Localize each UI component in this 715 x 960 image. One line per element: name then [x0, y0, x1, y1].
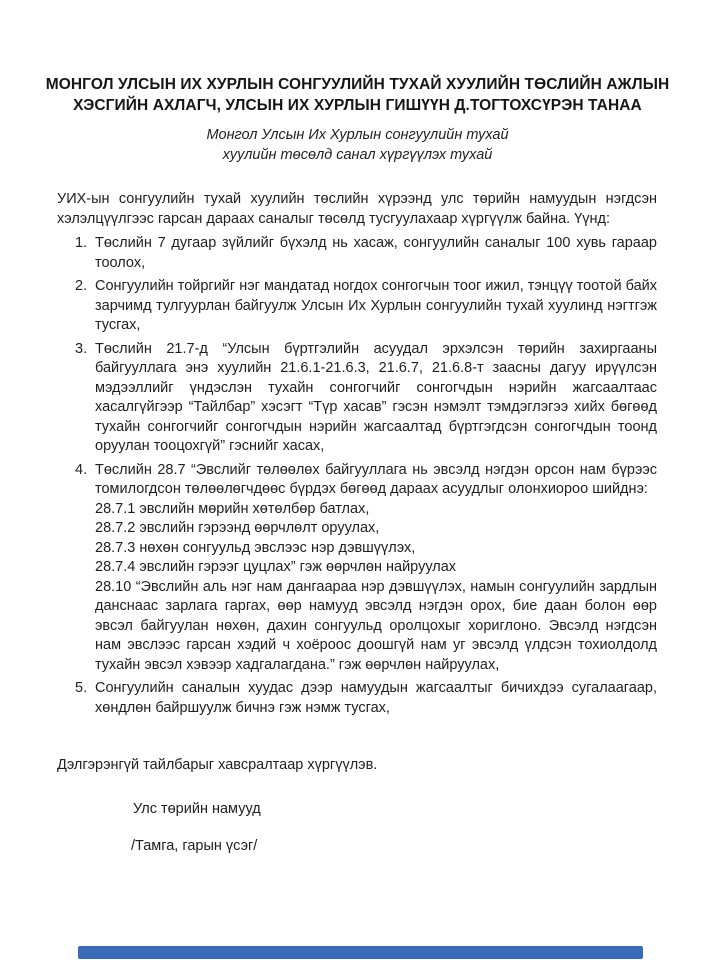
subclause-28-10: 28.10 “Эвслийн аль нэг нам дангаараа нэр дэвшүүлэх, намын сонгуулийн зардлын данснаас зарлага гаргах, өөр намууд эвсэлд нэгдэн орох, бие даан болон өөр эвсэл байгуулан нөхөн, дахин сонгуульд оролцохыг хориглоно. Эвсэлд нэгдсэн нам эвслээс гарсан хэдий ч хоёроос доошгүй нам уг эвсэлд үлдсэн тохиолдолд тухайн эвсэл хэвээр хадгалагдана.” гэж өөрчлөн найруулах, — [95, 578, 657, 673]
closing-line: Дэлгэрэнгүй тайлбарыг хавсралтаар хүргүүлэв. — [57, 757, 378, 773]
document-subject — [0, 125, 715, 165]
subject-line-1: Монгол Улсын Их Хурлын сонгуулийн тухай — [206, 127, 509, 143]
subclause-28-7-1: 28.7.1 эвслийн мөрийн хөтөлбөр батлах, — [95, 500, 370, 517]
item-text: Төслийн 21.7-д “Улсын бүртгэлийн асуудал эрхэлсэн төрийн захиргааны байгууллага энэ хуулийн 21.6.1-21.6.3, 21.6.7, 21.6.8-т заасны дагуу ирүүлсэн мэдээллийг үндэслэн тухайн сонгогчийг сонгогчдын нэрийн жагсаалтаас хасалгүйгээр “Тайлбар” хэсэгт “Түр хасав” гэсэн нэмэлт тэмдэглэгээ хийх бөгөөд тухайн сонгогчийг сонгогчдын нэрийн жагсаалтад бүртгэгдсэн сонгогчдын тоонд оруулан тооцохгүй” гэснийг хасах, — [95, 340, 657, 454]
item-text: Төслийн 28.7 “Эвслийг төлөөлөх байгууллага нь эвсэлд нэгдэн орсон нам бүрээс томилогдсон төлөөлөгчдөөс бүрдэх бөгөөд дараах асуудлыг олонхиороо шийднэ: — [95, 461, 657, 497]
item-text: Сонгуулийн саналын хуудас дээр намуудын жагсаалтыг бичихдээ сугалаагаар, хөндлөн байршуулж бичнэ гэж нэмж тусгах, — [95, 680, 657, 716]
subclause-28-7-2: 28.7.2 эвслийн гэрээнд өөрчлөлт оруулах, — [95, 520, 380, 536]
item-number: 1. — [75, 235, 88, 251]
item-number: 5. — [75, 680, 88, 696]
signature-organization: Улс төрийн намууд — [133, 800, 261, 817]
intro-paragraph: УИХ-ын сонгуулийн тухай хуулийн төслийн хүрээнд улс төрийн намуудын нэгдсэн хэлэлцүүлгээс гарсан дараах саналыг төсөлд тусгуулахаар хүргүүлж байна. Үүнд: — [57, 191, 657, 227]
list-item-2 — [57, 277, 657, 336]
list-item-4 — [57, 461, 657, 676]
proposal-list — [57, 234, 657, 718]
document-body — [57, 190, 657, 857]
signature-seal-note: /Тамга, гарын үсэг/ — [131, 838, 258, 854]
subclause-28-7-3: 28.7.3 нөхөн сонгуульд эвслээс нэр дэвшүүлэх, — [95, 539, 416, 556]
item-text-group — [95, 461, 657, 676]
list-item-5 — [57, 679, 657, 718]
footer-bar — [78, 946, 643, 959]
item-text: Сонгуулийн тойргийг нэг мандатад ногдох сонгогчын тоог ижил, тэнцүү тоотой байх зарчимд тулгуурлан байгуулж Улсын Их Хурлын сонгуулийн тухай хуулинд нэгтгэж тусгах, — [95, 278, 657, 333]
subject-line-2: хуулийн төсөлд санал хүргүүлэх тухай — [222, 147, 493, 163]
list-item-3 — [57, 340, 657, 457]
item-number: 3. — [75, 340, 88, 357]
item-number: 2. — [75, 278, 88, 294]
item-number: 4. — [75, 461, 88, 478]
list-item-1 — [57, 234, 657, 273]
item-text: Төслийн 7 дугаар зүйлийг бүхэлд нь хасаж, сонгуулийн саналыг 100 хувь гараар тоолох, — [95, 235, 657, 271]
subclause-28-7-4: 28.7.4 эвслийн гэрээг цуцлах” гэж өөрчлөн найруулах — [95, 559, 457, 575]
document-title: МОНГОЛ УЛСЫН ИХ ХУРЛЫН СОНГУУЛИЙН ТУХАЙ ХУУЛИЙН ТӨСЛИЙН АЖЛЫН ХЭСГИЙН АХЛАГЧ, УЛСЫН ИХ ХУРЛЫН ГИШҮҮН Д.ТОГТОХСҮРЭН ТАНАА — [45, 76, 670, 114]
